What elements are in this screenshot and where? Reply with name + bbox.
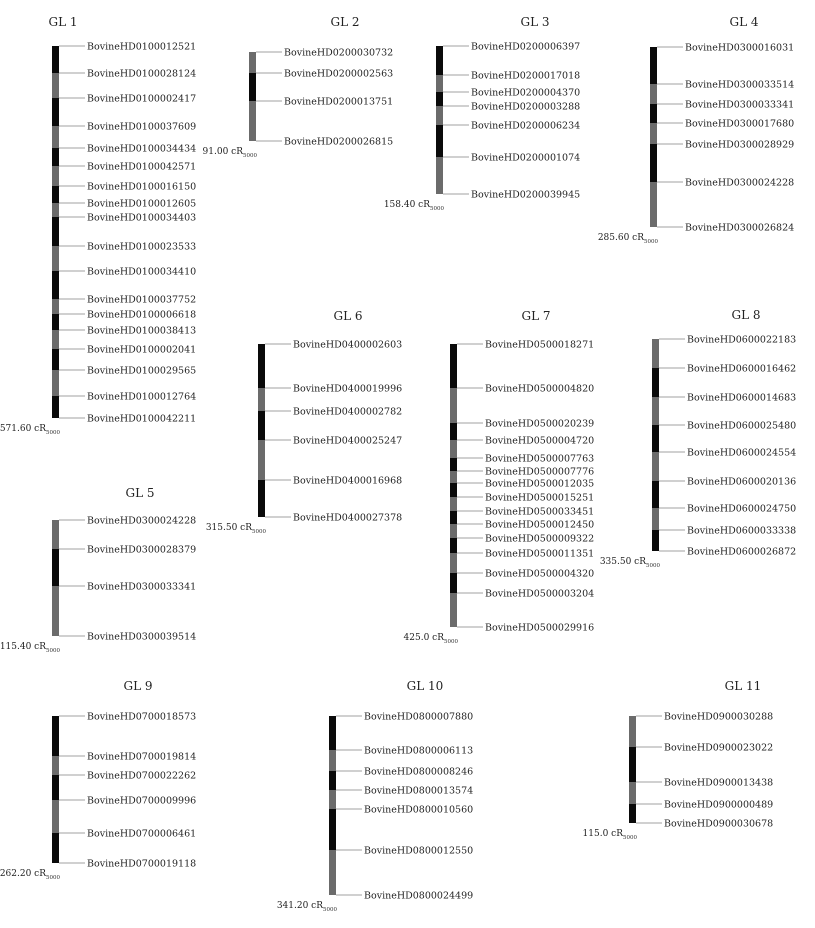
group-length-value: 115.0 cR bbox=[582, 829, 623, 839]
marker-label: BovineHD0500007776 bbox=[485, 466, 595, 478]
chromosome-segment bbox=[450, 524, 457, 538]
chromosome-segment bbox=[450, 440, 457, 458]
chromosome-segment bbox=[52, 148, 59, 166]
marker-label: BovineHD0200006397 bbox=[471, 41, 581, 53]
chromosome-segment bbox=[450, 538, 457, 553]
marker-label: BovineHD0200002563 bbox=[284, 68, 394, 80]
linkage-group-title: GL 11 bbox=[724, 679, 762, 693]
marker-label: BovineHD0900030288 bbox=[664, 711, 774, 723]
marker-label: BovineHD0400027378 bbox=[293, 512, 403, 524]
chromosome-segment bbox=[52, 314, 59, 330]
marker-label: BovineHD0500004320 bbox=[485, 568, 595, 580]
chromosome-segment bbox=[52, 98, 59, 126]
chromosome-segment bbox=[450, 573, 457, 593]
marker-label: BovineHD0600022183 bbox=[687, 334, 797, 346]
group-length-label bbox=[0, 642, 60, 654]
marker-label: BovineHD0200026815 bbox=[284, 136, 394, 148]
chromosome-segment bbox=[52, 46, 59, 73]
marker-label: BovineHD0700009996 bbox=[87, 795, 197, 807]
chromosome-segment bbox=[52, 271, 59, 299]
marker-label: BovineHD0500033451 bbox=[485, 506, 595, 518]
marker-label: BovineHD0100028124 bbox=[87, 68, 197, 80]
group-length-unit-subscript: 5000 bbox=[644, 239, 658, 245]
linkage-group bbox=[598, 15, 794, 245]
marker-label: BovineHD0800007880 bbox=[364, 711, 474, 723]
marker-label: BovineHD0100037752 bbox=[87, 294, 197, 306]
linkage-group-title: GL 4 bbox=[729, 15, 759, 29]
chromosome-segment bbox=[52, 370, 59, 396]
group-length-value: 285.60 cR bbox=[597, 233, 644, 243]
marker-label: BovineHD0500018271 bbox=[485, 339, 595, 351]
group-length-unit-subscript: 5000 bbox=[623, 835, 637, 841]
chromosome-segment bbox=[52, 520, 59, 549]
chromosome-segment bbox=[436, 106, 443, 125]
linkage-group-title: GL 2 bbox=[330, 15, 360, 29]
marker-label: BovineHD0100016150 bbox=[87, 181, 197, 193]
marker-label: BovineHD0800008246 bbox=[364, 766, 474, 778]
chromosome-segment bbox=[258, 440, 265, 480]
linkage-group-title: GL 5 bbox=[125, 486, 155, 500]
chromosome-segment bbox=[52, 203, 59, 217]
marker-label: BovineHD0400025247 bbox=[293, 435, 403, 447]
chromosome-segment bbox=[52, 299, 59, 314]
chromosome-segment bbox=[450, 511, 457, 524]
marker-label: BovineHD0400002603 bbox=[293, 339, 403, 351]
marker-label: BovineHD0500007763 bbox=[485, 453, 595, 465]
chromosome-segment bbox=[52, 166, 59, 186]
marker-label: BovineHD0500015251 bbox=[485, 492, 595, 504]
chromosome-segment bbox=[249, 101, 256, 141]
marker-label: BovineHD0600020136 bbox=[687, 476, 797, 488]
marker-label: BovineHD0100002041 bbox=[87, 344, 197, 356]
chromosome-segment bbox=[629, 804, 636, 823]
chromosome-segment bbox=[450, 471, 457, 483]
marker-label: BovineHD0100034403 bbox=[87, 212, 197, 224]
linkage-group bbox=[0, 679, 196, 881]
marker-label: BovineHD0400002782 bbox=[293, 406, 403, 418]
group-length-label bbox=[583, 829, 638, 841]
linkage-group bbox=[277, 679, 473, 913]
marker-label: BovineHD0500009322 bbox=[485, 533, 595, 545]
marker-label: BovineHD0300024228 bbox=[685, 177, 795, 189]
group-length-value: 262.20 cR bbox=[0, 869, 46, 879]
chromosome-segment bbox=[52, 186, 59, 203]
marker-label: BovineHD0600016462 bbox=[687, 363, 797, 375]
marker-label: BovineHD0200030732 bbox=[284, 47, 394, 59]
marker-label: BovineHD0300033341 bbox=[685, 99, 795, 111]
marker-label: BovineHD0600025480 bbox=[687, 420, 797, 432]
marker-label: BovineHD0300028929 bbox=[685, 139, 795, 151]
marker-label: BovineHD0900013438 bbox=[664, 777, 774, 789]
chromosome-segment bbox=[258, 480, 265, 517]
marker-label: BovineHD0400019996 bbox=[293, 383, 403, 395]
chromosome-segment bbox=[652, 481, 659, 508]
marker-label: BovineHD0900000489 bbox=[664, 799, 774, 811]
marker-label: BovineHD0100034410 bbox=[87, 266, 197, 278]
chromosome-segment bbox=[652, 452, 659, 481]
group-length-value: 425.0 cR bbox=[403, 633, 444, 643]
group-length-label bbox=[598, 233, 659, 245]
marker-label: BovineHD0100029565 bbox=[87, 365, 197, 377]
group-length-label bbox=[277, 901, 338, 913]
group-length-unit-subscript: 5000 bbox=[46, 648, 60, 654]
chromosome-segment bbox=[450, 388, 457, 423]
chromosome-segment bbox=[436, 75, 443, 92]
chromosome-segment bbox=[450, 483, 457, 497]
group-length-value: 115.40 cR bbox=[0, 642, 46, 652]
group-length-unit-subscript: 5000 bbox=[252, 529, 266, 535]
chromosome-segment bbox=[52, 586, 59, 636]
marker-label: BovineHD0800024499 bbox=[364, 890, 474, 902]
chromosome-segment bbox=[450, 423, 457, 440]
group-length-unit-subscript: 5000 bbox=[444, 639, 458, 645]
marker-label: BovineHD0500029916 bbox=[485, 622, 595, 634]
marker-label: BovineHD0600026872 bbox=[687, 546, 797, 558]
marker-label: BovineHD0300024228 bbox=[87, 515, 197, 527]
group-length-value: 315.50 cR bbox=[205, 523, 252, 533]
linkage-group-title: GL 6 bbox=[333, 309, 363, 323]
marker-label: BovineHD0500012450 bbox=[485, 519, 595, 531]
chromosome-segment bbox=[329, 716, 336, 750]
marker-label: BovineHD0600024554 bbox=[687, 447, 797, 459]
chromosome-segment bbox=[450, 553, 457, 573]
group-length-label bbox=[404, 633, 459, 645]
marker-label: BovineHD0200006234 bbox=[471, 120, 581, 132]
marker-label: BovineHD0300016031 bbox=[685, 42, 795, 54]
linkage-group-title: GL 10 bbox=[406, 679, 444, 693]
linkage-group-title: GL 7 bbox=[521, 309, 551, 323]
chromosome-segment bbox=[329, 771, 336, 790]
linkage-group bbox=[203, 15, 394, 159]
group-length-value: 571.60 cR bbox=[0, 424, 46, 434]
group-length-unit-subscript: 5000 bbox=[323, 907, 337, 913]
marker-label: BovineHD0300033341 bbox=[87, 581, 197, 593]
marker-label: BovineHD0500012035 bbox=[485, 478, 595, 490]
chromosome-segment bbox=[450, 593, 457, 627]
chromosome-segment bbox=[652, 397, 659, 425]
group-length-value: 158.40 cR bbox=[383, 200, 430, 210]
marker-label: BovineHD0500004720 bbox=[485, 435, 595, 447]
group-length-unit-subscript: 5000 bbox=[430, 206, 444, 212]
marker-label: BovineHD0700022262 bbox=[87, 770, 197, 782]
marker-label: BovineHD0900030678 bbox=[664, 818, 774, 830]
linkage-group bbox=[206, 309, 402, 535]
chromosome-segment bbox=[249, 73, 256, 101]
marker-label: BovineHD0300026824 bbox=[685, 222, 795, 234]
marker-label: BovineHD0100037609 bbox=[87, 121, 197, 133]
group-length-unit-subscript: 5000 bbox=[46, 875, 60, 881]
group-length-label bbox=[203, 147, 258, 159]
chromosome-segment bbox=[652, 530, 659, 551]
marker-label: BovineHD0700019814 bbox=[87, 751, 197, 763]
marker-label: BovineHD0100023533 bbox=[87, 241, 197, 253]
group-length-label bbox=[0, 869, 60, 881]
chromosome-segment bbox=[650, 144, 657, 182]
marker-label: BovineHD0700006461 bbox=[87, 828, 197, 840]
marker-label: BovineHD0100012764 bbox=[87, 391, 197, 403]
chromosome-segment bbox=[650, 182, 657, 227]
marker-label: BovineHD0600024750 bbox=[687, 503, 797, 515]
chromosome-segment bbox=[52, 330, 59, 349]
group-length-label bbox=[384, 200, 445, 212]
marker-label: BovineHD0500020239 bbox=[485, 418, 595, 430]
chromosome-segment bbox=[652, 339, 659, 368]
marker-label: BovineHD0600014683 bbox=[687, 392, 797, 404]
chromosome-segment bbox=[52, 716, 59, 756]
marker-label: BovineHD0200004370 bbox=[471, 87, 581, 99]
marker-label: BovineHD0300039514 bbox=[87, 631, 197, 643]
chromosome-segment bbox=[436, 46, 443, 75]
linkage-group bbox=[600, 308, 796, 569]
marker-label: BovineHD0100002417 bbox=[87, 93, 197, 105]
chromosome-segment bbox=[52, 396, 59, 418]
linkage-group bbox=[0, 486, 196, 654]
linkage-group bbox=[0, 15, 196, 436]
chromosome-segment bbox=[329, 809, 336, 850]
marker-label: BovineHD0100012605 bbox=[87, 198, 197, 210]
marker-label: BovineHD0500011351 bbox=[485, 548, 595, 560]
group-length-value: 91.00 cR bbox=[202, 147, 243, 157]
linkage-group bbox=[583, 679, 774, 841]
chromosome-segment bbox=[249, 52, 256, 73]
marker-label: BovineHD0600033338 bbox=[687, 525, 797, 537]
chromosome-segment bbox=[258, 388, 265, 411]
marker-label: BovineHD0300033514 bbox=[685, 79, 795, 91]
group-length-unit-subscript: 5000 bbox=[243, 153, 257, 159]
marker-label: BovineHD0500003204 bbox=[485, 588, 595, 600]
marker-label: BovineHD0200013751 bbox=[284, 96, 394, 108]
chromosome-segment bbox=[258, 411, 265, 440]
group-length-label bbox=[206, 523, 267, 535]
chromosome-segment bbox=[52, 775, 59, 800]
chromosome-segment bbox=[450, 497, 457, 511]
chromosome-segment bbox=[450, 458, 457, 471]
linkage-group-title: GL 9 bbox=[123, 679, 153, 693]
marker-label: BovineHD0800010560 bbox=[364, 804, 474, 816]
group-length-unit-subscript: 5000 bbox=[646, 563, 660, 569]
marker-label: BovineHD0100042211 bbox=[87, 413, 197, 425]
chromosome-segment bbox=[329, 750, 336, 771]
chromosome-segment bbox=[436, 157, 443, 194]
chromosome-segment bbox=[52, 217, 59, 246]
marker-label: BovineHD0300028379 bbox=[87, 544, 197, 556]
chromosome-segment bbox=[52, 549, 59, 586]
chromosome-segment bbox=[329, 790, 336, 809]
marker-label: BovineHD0100006618 bbox=[87, 309, 197, 321]
chromosome-segment bbox=[52, 833, 59, 863]
chromosome-segment bbox=[258, 344, 265, 388]
marker-label: BovineHD0700018573 bbox=[87, 711, 197, 723]
chromosome-segment bbox=[652, 425, 659, 452]
linkage-group bbox=[384, 15, 580, 212]
chromosome-segment bbox=[436, 92, 443, 106]
marker-label: BovineHD0200017018 bbox=[471, 70, 581, 82]
chromosome-segment bbox=[329, 850, 336, 895]
group-length-unit-subscript: 5000 bbox=[46, 430, 60, 436]
marker-label: BovineHD0200001074 bbox=[471, 152, 581, 164]
chromosome-segment bbox=[52, 126, 59, 148]
marker-label: BovineHD0300017680 bbox=[685, 118, 795, 130]
marker-label: BovineHD0100034434 bbox=[87, 143, 197, 155]
chromosome-segment bbox=[650, 84, 657, 104]
chromosome-segment bbox=[650, 104, 657, 123]
linkage-group bbox=[404, 309, 595, 645]
marker-label: BovineHD0200039945 bbox=[471, 189, 581, 201]
marker-label: BovineHD0400016968 bbox=[293, 475, 403, 487]
group-length-label bbox=[600, 557, 661, 569]
group-length-value: 341.20 cR bbox=[276, 901, 323, 911]
marker-label: BovineHD0500004820 bbox=[485, 383, 595, 395]
chromosome-segment bbox=[436, 125, 443, 157]
linkage-group-title: GL 8 bbox=[731, 308, 761, 322]
chromosome-segment bbox=[650, 47, 657, 84]
chromosome-segment bbox=[52, 246, 59, 271]
chromosome-segment bbox=[629, 716, 636, 747]
chromosome-segment bbox=[650, 123, 657, 144]
chromosome-segment bbox=[52, 756, 59, 775]
chromosome-segment bbox=[652, 368, 659, 397]
chromosome-segment bbox=[629, 747, 636, 782]
group-length-value: 335.50 cR bbox=[599, 557, 646, 567]
marker-label: BovineHD0700019118 bbox=[87, 858, 197, 870]
marker-label: BovineHD0100042571 bbox=[87, 161, 197, 173]
chromosome-segment bbox=[52, 349, 59, 370]
chromosome-segment bbox=[450, 344, 457, 388]
chromosome-segment bbox=[629, 782, 636, 804]
marker-label: BovineHD0800012550 bbox=[364, 845, 474, 857]
marker-label: BovineHD0800013574 bbox=[364, 785, 474, 797]
marker-label: BovineHD0100038413 bbox=[87, 325, 197, 337]
marker-label: BovineHD0800006113 bbox=[364, 745, 474, 757]
group-length-label bbox=[0, 424, 60, 436]
marker-label: BovineHD0100012521 bbox=[87, 41, 197, 53]
chromosome-segment bbox=[52, 73, 59, 98]
linkage-group-title: GL 3 bbox=[520, 15, 550, 29]
marker-label: BovineHD0200003288 bbox=[471, 101, 581, 113]
marker-label: BovineHD0900023022 bbox=[664, 742, 774, 754]
chromosome-segment bbox=[652, 508, 659, 530]
chromosome-segment bbox=[52, 800, 59, 833]
linkage-group-title: GL 1 bbox=[48, 15, 78, 29]
